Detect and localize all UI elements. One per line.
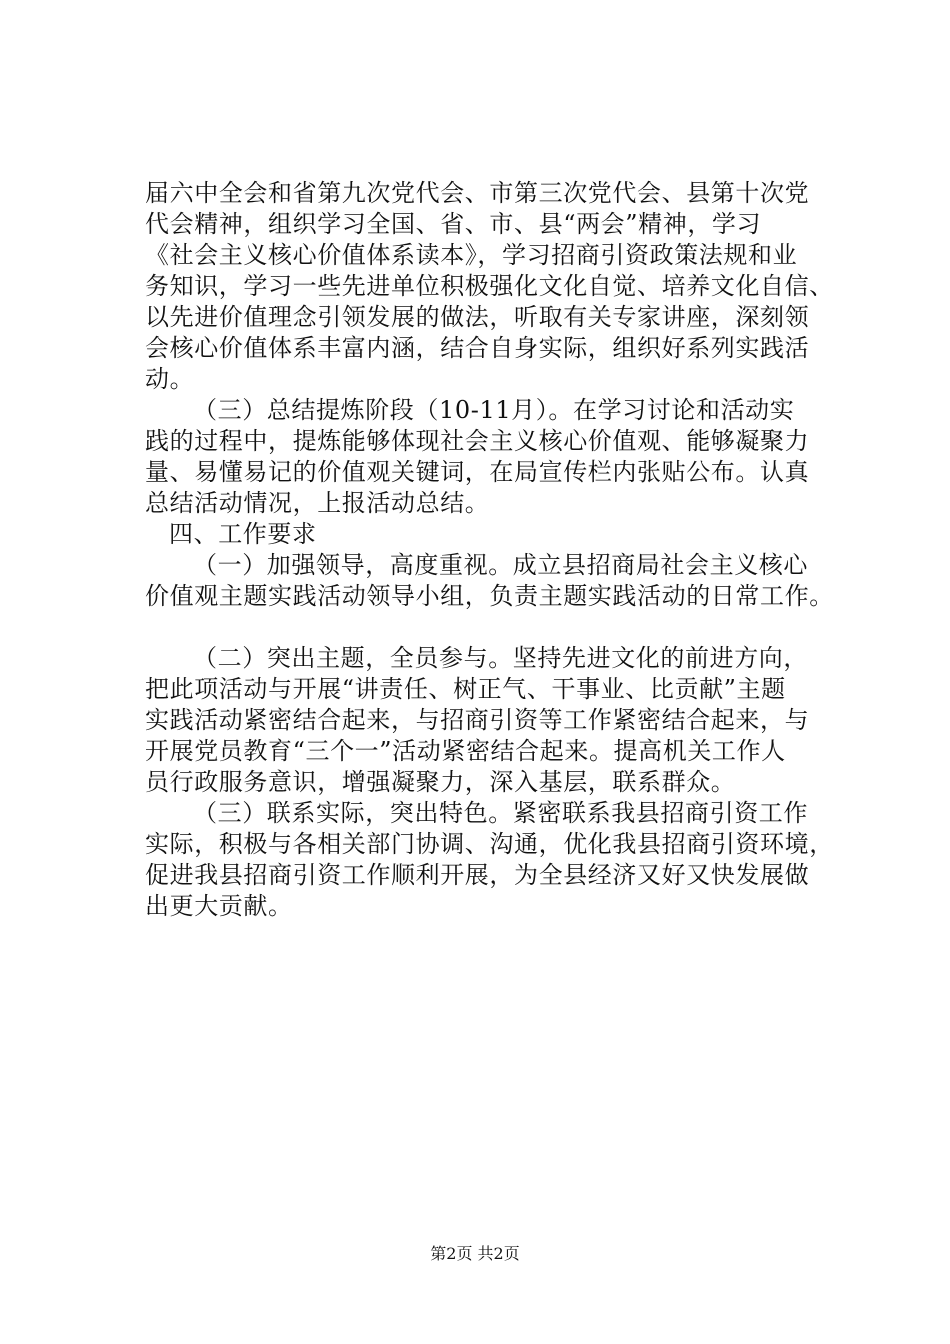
section-heading-summary: （三）总结提炼阶段（10-11月）。在学习讨论和活动实: [193, 396, 795, 424]
body-line: 务知识，学习一些先进单位积极强化文化自觉、培养文化自信、: [145, 272, 834, 300]
requirement-item-3: （三）联系实际，突出特色。紧密联系我县招商引资工作: [193, 799, 808, 827]
body-line: 把此项活动与开展“讲责任、树正气、干事业、比贡献”主题: [145, 675, 786, 703]
body-line: 实践活动紧密结合起来，与招商引资等工作紧密结合起来，与: [145, 706, 810, 734]
body-line: 会核心价值体系丰富内涵，结合自身实际，组织好系列实践活: [145, 334, 810, 362]
body-line: 以先进价值理念引领发展的做法，听取有关专家讲座，深刻领: [145, 303, 810, 331]
body-line: 员行政服务意识，增强凝聚力，深入基层，联系群众。: [145, 768, 736, 796]
body-line: 开展党员教育“三个一”活动紧密结合起来。提高机关工作人: [145, 737, 786, 765]
requirement-item-2: （二）突出主题，全员参与。坚持先进文化的前进方向，: [193, 644, 808, 672]
body-line: 《社会主义核心价值体系读本》，学习招商引资政策法规和业: [145, 241, 798, 269]
body-line: 动。: [145, 365, 195, 393]
document-body: [145, 178, 835, 922]
requirement-item-1: （一）加强领导，高度重视。成立县招商局社会主义核心: [193, 551, 808, 579]
body-line: 代会精神，组织学习全国、省、市、县“两会”精神，学习: [145, 210, 762, 238]
body-line: 届六中全会和省第九次党代会、市第三次党代会、县第十次党: [145, 179, 810, 207]
body-line: 总结活动情况，上报活动总结。: [145, 489, 490, 517]
body-line: 践的过程中，提炼能够体现社会主义核心价值观、能够凝聚力: [145, 427, 810, 455]
body-line: 出更大贡献。: [145, 892, 293, 920]
body-line: 实际，积极与各相关部门协调、沟通，优化我县招商引资环境，: [145, 830, 834, 858]
body-line: 量、易懂易记的价值观关键词，在局宣传栏内张贴公布。认真: [145, 458, 810, 486]
page-footer: 第2页 共2页: [430, 1244, 520, 1263]
body-line: 价值观主题实践活动领导小组，负责主题实践活动的日常工作。: [145, 582, 834, 610]
body-line: 促进我县招商引资工作顺利开展，为全县经济又好又快发展做: [145, 861, 810, 889]
paragraph-gap: [145, 612, 835, 643]
section-title-requirements: 四、工作要求: [169, 520, 317, 548]
